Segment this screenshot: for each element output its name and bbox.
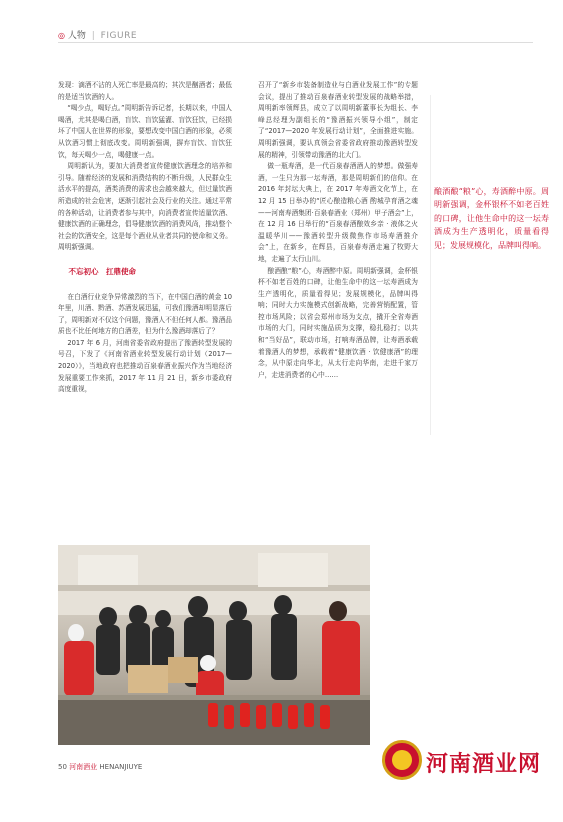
- watermark-logo-icon: [382, 740, 422, 780]
- section-title-en: FIGURE: [100, 31, 138, 41]
- paragraph: 发现：滴酒不沾的人死亡率是最高的；其次是酗酒者；最低的是适当饮酒的人。: [58, 81, 232, 101]
- magazine-name: 河南酒业: [69, 763, 98, 771]
- paragraph: 做一瓶寿酒，是一代百泉春酒酒人的梦想。做强寿酒，一生只为那一坛寿酒，那是周明新们的信仰。在 2016 年封坛大典上，在 2017 年寿酒文化节上，在 12 月 15 日举办的“匠心酿造粮心酒 酌城孕育酒之魂——河南寿酒集团·百泉春酒业（郑州）甲子酒会”上，在 12 月 16 日举行的“百泉春酒酿效乡亲 · 液体之火温暖华川——豫酒转型升级微焦作市场寿酒推介会”上，在新乡，在辉县，百泉春寿酒走遍了牧野大地，走遍了太行山川。: [258, 162, 418, 263]
- paragraph: 酿酒酿“粮”心，寿酒醉中原。周明新强调，金杯银杯不如老百姓的口碑，让他生命中的这一坛寿酒成为生产透明化，质量看得见；发展规模化，品牌叫得响；同时大力实施模式创新战略，完善营销配置，管控市场风险；以省会郑州市场为支点，撬开全省寿酒市场的大门，同时实施品质为支撑，稳扎稳打；以共和“当好品”，联动市场，打响寿酒品牌，让寿酒承载着豫酒人的梦想，承载着“健康饮酒 · 饮健康酒”的理念，从中原走向华北，从太行走向华南，走进千家万户，走进消费者的心中……: [258, 266, 418, 379]
- section-header: [58, 28, 137, 41]
- pull-quote: 酿酒酿“粮”心，寿酒醉中原。周明新强调，金杯银杯不如老百姓的口碑，让他生命中的这一坛寿酒成为生产透明化，质量看得见；发展规模化，品牌叫得响。: [434, 187, 549, 250]
- page-number: 50: [58, 763, 67, 771]
- paragraph: “喝少点，喝好点。”周明新告诉记者，长期以来，中国人喝酒，尤其是喝白酒，盲饮、盲饮猛灌、盲饮狂饮，已经损坏了中国人在世界的形象，要想改变中国白酒的形象，必须从饮酒习惯上彻底改变。周明新强调，摒弃盲饮、盲饮狂饮，每天喝少一点，喝健康一点。: [58, 104, 232, 159]
- paragraph: 在白酒行业竞争异常激烈的当下，在中国白酒的黄金 10 年里，川酒、黔酒、苏酒发展迅猛，可我们豫酒却明显落后了，周明新对不仅这个问题，豫酒人不但任何人都。豫酒品质也不比任何地方的白酒差，但为什么豫酒却落后了？: [58, 292, 232, 336]
- header-divider: |: [91, 31, 95, 41]
- photo-illustration: [58, 545, 370, 745]
- watermark-text: 河南酒业网: [426, 751, 542, 777]
- article-photo: [58, 545, 370, 745]
- sidebar-divider: [430, 95, 431, 435]
- section-title: 人物: [67, 31, 86, 41]
- paragraph: 2017 年 6 月，河南省委省政府提出了豫酒转型发展的号召，下发了《河南省酒业转型发展行动计划（2017—2020）》，当地政府也把推动百泉春酒业振兴作为当地经济发展重要工作来抓，2017 年 11 月 21 日，新乡市委政府高度重视，: [58, 338, 232, 394]
- text-column-left: [58, 80, 232, 396]
- page-footer: [58, 762, 142, 772]
- paragraph: 召开了“新乡市装备制造业与白酒业发展工作”的专题会议，提出了推动百泉春酒业转型发展的战略举措，周明新率领辉县，成立了以周明新董事长为组长、李峰总经理为副组长的“豫酒振兴领导小组”，制定了“2017—2020 年发展行动计划”，全面推进实施。周明新强调，要认真领会省委省政府推动豫酒转型发展的精神，引领带动豫酒的北大门。: [258, 81, 418, 159]
- paragraph: 周明新认为，要加大消费者宣传健康饮酒理念的培养和引导。随着经济的发展和消费结构的不断升级，人民群众生活水平的提高，酒类消费的需求也会越来越大，但过量饮酒所造成的社会危害，逐渐引起社会及行业的关注。通过平常的各种活动，让消费者参与其中，向消费者宣传适量饮酒、健康饮酒的正确理念，倡导健康饮酒的消费风尚，推动整个社会的饮酒安全，这是每个酒业从业者共同的使命和义务。周明新强调。: [58, 162, 232, 252]
- bullet-icon: ◎: [58, 31, 65, 40]
- header-rule: [58, 42, 533, 43]
- magazine-name-en: HENANJIUYE: [99, 763, 143, 771]
- text-column-middle: [258, 80, 418, 381]
- subheading: 不忘初心 扛鼎使命: [68, 266, 136, 276]
